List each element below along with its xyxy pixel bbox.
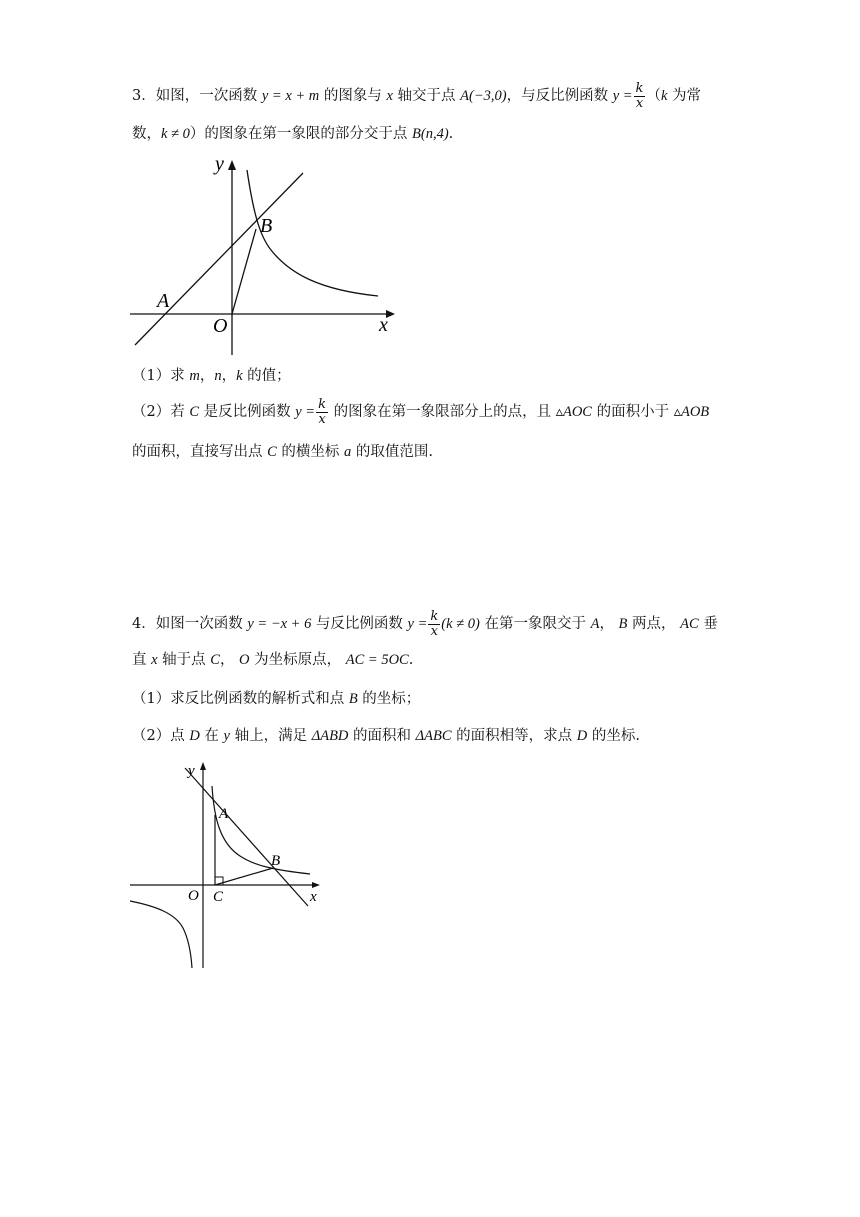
p3-figure: [125, 150, 400, 360]
fraction-k-over-x: $\frac{k}{x}$: [635, 81, 644, 111]
p4-segment-CB: [215, 868, 273, 885]
p3-question-1: （1）求 m，n，k 的值；: [132, 368, 291, 384]
p3-label-A: A: [157, 290, 170, 312]
p3-stem-line1: 3．如图，一次函数 y = x + m 的图象与 x 轴交于点 A(−3,0)，与反比例函数 y = $\frac{k}{x}$ （k 为常: [132, 81, 701, 111]
p3-label-B: B: [260, 215, 273, 237]
p4-x-arrow: [312, 882, 320, 888]
p4-stem-line2: 直 x 轴于点 C， O 为坐标原点， AC = 5OC.: [132, 652, 414, 668]
p3-label-O: O: [213, 315, 228, 337]
p3-label-y: y: [215, 153, 224, 175]
p4-label-B: B: [271, 853, 281, 869]
p3-stem-line2: 数，k ≠ 0）的图象在第一象限的部分交于点 B(n,4).: [132, 126, 454, 142]
p4-label-y: y: [188, 763, 195, 779]
p3-question-2-line2: 的面积，直接写出点 C 的横坐标 a 的取值范围.: [132, 444, 433, 460]
p4-label-O: O: [188, 888, 199, 904]
p3-label-x: x: [379, 314, 388, 336]
p4-question-2: （2）点 D 在 y 轴上，满足 ΔABD 的面积和 ΔABC 的面积相等，求点 D 的坐标.: [132, 728, 640, 744]
p3-question-2-line1: （2）若 C 是反比例函数 y = $\frac{k}{x}$ 的图象在第一象限部分上的点，且 ▵AOC 的面积小于 ▵AOB: [132, 397, 710, 427]
p4-stem-line1: 4．如图一次函数 y = −x + 6 与反比例函数 y = $\frac{k}{x}$ (k ≠ 0) 在第一象限交于 A， B 两点， AC 垂: [132, 609, 718, 639]
p4-y-arrow: [200, 762, 206, 770]
p4-question-1: （1）求反比例函数的解析式和点 B 的坐标；: [132, 691, 421, 707]
p4-label-A: A: [219, 806, 229, 822]
p4-hyperbola-q1: [212, 786, 310, 874]
p3-y-arrow: [228, 160, 236, 170]
fraction-k-over-x: $\frac{k}{x}$: [430, 609, 439, 639]
fraction-k-over-x: $\frac{k}{x}$: [318, 397, 326, 427]
p4-hyperbola-q3: [130, 901, 192, 968]
p4-label-x: x: [310, 889, 317, 905]
p4-figure: [125, 758, 340, 973]
p4-label-C: C: [213, 889, 224, 905]
